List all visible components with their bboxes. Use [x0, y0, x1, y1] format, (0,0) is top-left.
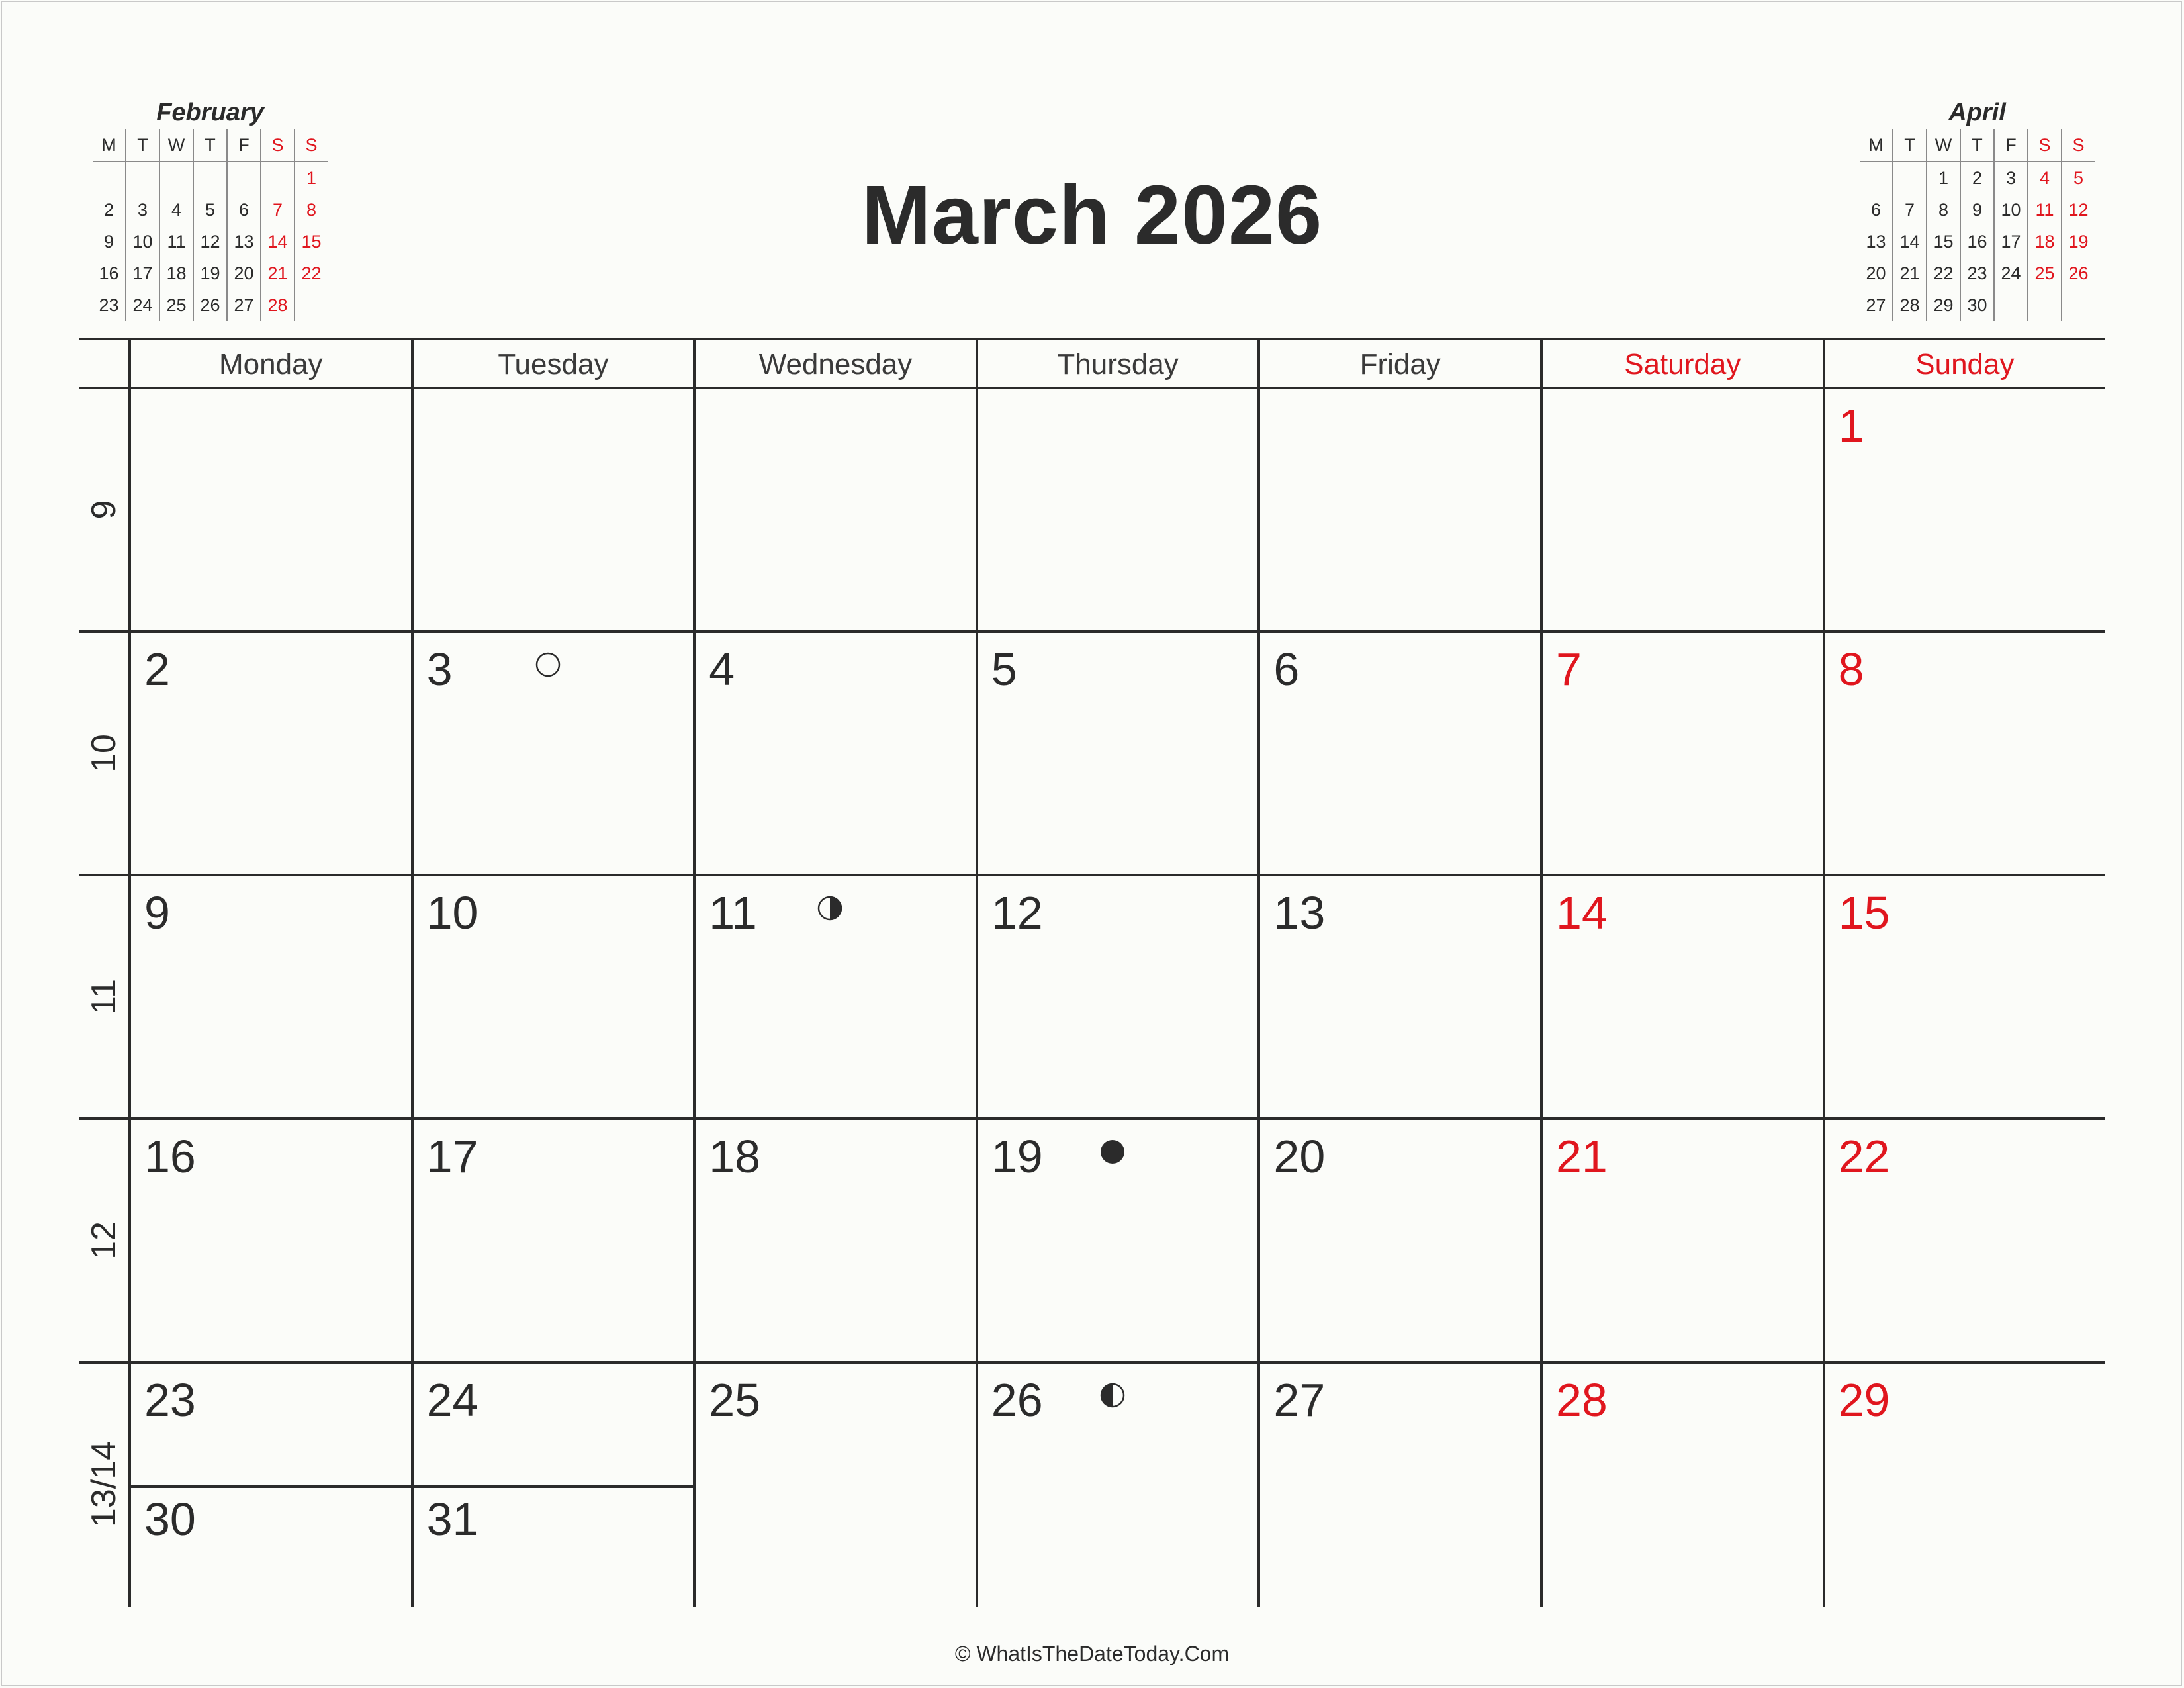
mini-day: 12 — [2062, 194, 2095, 226]
mini-weekday-label: M — [1860, 129, 1893, 162]
day-cell[interactable] — [1823, 389, 2105, 633]
week-number-label — [79, 633, 128, 874]
mini-day — [227, 162, 261, 194]
day-number: 19 — [991, 1131, 1043, 1182]
day-cell[interactable] — [1257, 1120, 1540, 1364]
mini-weekday-label: F — [227, 129, 261, 162]
day-cell[interactable] — [1823, 1120, 2105, 1364]
day-cell[interactable] — [1257, 876, 1540, 1120]
mini-day: 24 — [1994, 258, 2028, 289]
mini-day: 26 — [193, 289, 227, 321]
mini-day: 13 — [227, 226, 261, 258]
day-number: 4 — [709, 643, 735, 695]
day-number: 31 — [426, 1493, 478, 1545]
mini-calendar-title: February — [156, 99, 264, 126]
day-cell[interactable] — [411, 1120, 694, 1364]
day-cell[interactable] — [1540, 389, 1823, 633]
day-number: 27 — [1273, 1374, 1326, 1426]
mini-day: 12 — [193, 226, 227, 258]
full-moon-icon — [535, 651, 561, 678]
day-number: 30 — [144, 1493, 196, 1545]
mini-day: 2 — [1960, 162, 1994, 194]
mini-day: 4 — [159, 194, 193, 226]
day-cell[interactable] — [976, 1364, 1258, 1607]
mini-day: 26 — [2062, 258, 2095, 289]
week-row — [79, 389, 2105, 633]
mini-calendar-table — [93, 129, 328, 321]
day-cell[interactable] — [693, 633, 976, 876]
mini-day: 10 — [126, 226, 159, 258]
mini-day — [93, 162, 126, 194]
weekday-header-friday: Friday — [1257, 340, 1540, 389]
day-number: 26 — [991, 1374, 1043, 1426]
mini-day: 11 — [159, 226, 193, 258]
weekday-header-tuesday: Tuesday — [411, 340, 694, 389]
day-number: 24 — [426, 1374, 478, 1426]
day-cell[interactable] — [1823, 1364, 2105, 1607]
day-number: 21 — [1556, 1131, 1608, 1182]
day-sub-cell[interactable] — [414, 1485, 694, 1607]
last-quarter-icon — [817, 895, 843, 921]
mini-day: 29 — [1927, 289, 1960, 321]
week-number-label — [79, 389, 128, 630]
day-cell[interactable] — [1540, 633, 1823, 876]
mini-day: 15 — [295, 226, 328, 258]
day-number: 15 — [1838, 887, 1890, 939]
mini-day: 8 — [295, 194, 328, 226]
mini-day: 30 — [1960, 289, 1994, 321]
day-number: 6 — [1273, 643, 1300, 695]
weekday-header-monday: Monday — [128, 340, 411, 389]
mini-weekday-label: W — [159, 129, 193, 162]
weekday-header-wednesday: Wednesday — [693, 340, 976, 389]
day-cell[interactable] — [128, 1120, 411, 1364]
day-number: 8 — [1838, 643, 1864, 695]
day-number: 10 — [426, 887, 478, 939]
mini-weekday-label: S — [261, 129, 295, 162]
mini-day: 19 — [2062, 226, 2095, 258]
day-cell[interactable] — [976, 633, 1258, 876]
mini-day: 27 — [227, 289, 261, 321]
mini-weekday-label: F — [1994, 129, 2028, 162]
mini-day: 25 — [2028, 258, 2062, 289]
day-number: 12 — [991, 887, 1043, 939]
mini-day: 16 — [1960, 226, 1994, 258]
day-cell[interactable] — [976, 1120, 1258, 1364]
mini-day: 14 — [261, 226, 295, 258]
day-cell[interactable] — [411, 1364, 694, 1607]
mini-weekday-label: T — [1893, 129, 1927, 162]
mini-day: 18 — [2028, 226, 2062, 258]
day-cell[interactable] — [1823, 633, 2105, 876]
mini-calendar-table — [1860, 129, 2095, 321]
mini-calendar-title: April — [1948, 99, 2006, 126]
mini-day: 3 — [126, 194, 159, 226]
mini-day: 13 — [1866, 232, 1886, 252]
mini-day: 11 — [2028, 194, 2062, 226]
mini-day — [295, 289, 328, 321]
mini-day: 1 — [295, 162, 328, 194]
mini-day: 2 — [103, 200, 114, 220]
day-number: 23 — [144, 1374, 196, 1426]
mini-day: 22 — [1927, 258, 1960, 289]
mini-day: 10 — [1994, 194, 2028, 226]
day-cell[interactable] — [693, 1120, 976, 1364]
day-sub-cell[interactable] — [414, 1364, 694, 1485]
mini-weekday-label: T — [1960, 129, 1994, 162]
mini-day: 23 — [1960, 258, 1994, 289]
footer-credit: © WhatIsTheDateToday.Com — [954, 1642, 1230, 1665]
day-number: 11 — [709, 887, 757, 939]
day-cell[interactable] — [693, 389, 976, 633]
day-cell[interactable] — [128, 389, 411, 633]
mini-day: 15 — [1927, 226, 1960, 258]
day-cell[interactable] — [1823, 876, 2105, 1120]
mini-day: 7 — [261, 194, 295, 226]
week-number: 12 — [85, 1221, 123, 1260]
mini-day — [126, 162, 159, 194]
day-cell[interactable] — [128, 1364, 411, 1607]
mini-day: 16 — [99, 263, 119, 283]
day-sub-cell[interactable] — [131, 1485, 411, 1607]
day-number: 9 — [144, 887, 170, 939]
day-cell[interactable] — [128, 876, 411, 1120]
day-number: 2 — [144, 643, 170, 695]
mini-day: 3 — [1994, 162, 2028, 194]
day-cell[interactable] — [1540, 876, 1823, 1120]
mini-day — [261, 162, 295, 194]
mini-day: 5 — [2062, 162, 2095, 194]
mini-day: 6 — [1870, 200, 1882, 220]
mini-day — [2062, 289, 2095, 321]
mini-day: 17 — [1994, 226, 2028, 258]
new-moon-icon — [1099, 1139, 1126, 1165]
day-number: 25 — [709, 1374, 761, 1426]
week-number: 10 — [85, 734, 123, 773]
mini-day — [159, 162, 193, 194]
week-number-label — [79, 1364, 128, 1605]
day-number: 5 — [991, 643, 1017, 695]
day-cell[interactable] — [1257, 389, 1540, 633]
mini-weekday-label: T — [193, 129, 227, 162]
day-cell[interactable] — [1540, 1364, 1823, 1607]
mini-weekday-label: T — [126, 129, 159, 162]
mini-calendar-february — [93, 96, 328, 321]
weekday-header-thursday: Thursday — [976, 340, 1258, 389]
day-number: 18 — [709, 1131, 761, 1182]
mini-day: 21 — [261, 258, 295, 289]
mini-day: 9 — [103, 232, 114, 252]
mini-day: 17 — [126, 258, 159, 289]
mini-day: 6 — [227, 194, 261, 226]
day-cell[interactable] — [1257, 1364, 1540, 1607]
mini-day: 7 — [1893, 194, 1927, 226]
mini-day: 21 — [1893, 258, 1927, 289]
day-cell[interactable] — [128, 633, 411, 876]
week-number: 13/14 — [85, 1440, 123, 1528]
mini-day: 24 — [126, 289, 159, 321]
week-number: 9 — [85, 500, 123, 520]
first-quarter-icon — [1099, 1382, 1126, 1409]
day-sub-cell[interactable] — [131, 1364, 411, 1485]
mini-day: 8 — [1927, 194, 1960, 226]
mini-day: 19 — [193, 258, 227, 289]
mini-day — [1994, 289, 2028, 321]
day-cell[interactable] — [411, 389, 694, 633]
week-number-label — [79, 1120, 128, 1361]
mini-day: 23 — [99, 295, 119, 315]
week-number: 11 — [85, 979, 123, 1015]
mini-calendar-april — [1860, 96, 2095, 321]
mini-day: 1 — [1927, 162, 1960, 194]
mini-weekday-label: M — [93, 129, 126, 162]
week-row — [79, 876, 2105, 1120]
day-cell[interactable] — [693, 1364, 976, 1607]
day-number: 1 — [1838, 400, 1864, 451]
weekday-header-row — [79, 338, 2105, 389]
day-cell[interactable] — [976, 876, 1258, 1120]
week-row — [79, 1364, 2105, 1607]
mini-weekday-label: S — [295, 129, 328, 162]
day-cell[interactable] — [1540, 1120, 1823, 1364]
day-number: 16 — [144, 1131, 196, 1182]
day-cell[interactable] — [411, 633, 694, 876]
day-number: 7 — [1556, 643, 1582, 695]
weekday-header-sunday: Sunday — [1823, 340, 2105, 389]
day-cell[interactable] — [693, 876, 976, 1120]
mini-day: 27 — [1866, 295, 1886, 315]
mini-day: 28 — [261, 289, 295, 321]
mini-day: 20 — [227, 258, 261, 289]
day-number: 17 — [426, 1131, 478, 1182]
day-number: 20 — [1273, 1131, 1326, 1182]
mini-day: 14 — [1893, 226, 1927, 258]
weekday-header-saturday: Saturday — [1540, 340, 1823, 389]
day-cell[interactable] — [976, 389, 1258, 633]
mini-day — [1893, 162, 1927, 194]
mini-day: 20 — [1866, 263, 1886, 283]
mini-weekday-label: S — [2062, 129, 2095, 162]
week-number-label — [79, 876, 128, 1117]
day-number: 13 — [1273, 887, 1326, 939]
mini-day: 25 — [159, 289, 193, 321]
page-title: March 2026 — [861, 168, 1323, 261]
mini-day: 9 — [1960, 194, 1994, 226]
day-number: 22 — [1838, 1131, 1890, 1182]
mini-day: 18 — [159, 258, 193, 289]
day-number: 14 — [1556, 887, 1608, 939]
day-cell[interactable] — [1257, 633, 1540, 876]
mini-day: 4 — [2028, 162, 2062, 194]
day-number: 28 — [1556, 1374, 1608, 1426]
mini-day — [193, 162, 227, 194]
mini-day — [1860, 162, 1893, 194]
mini-weekday-label: S — [2028, 129, 2062, 162]
mini-day — [2028, 289, 2062, 321]
mini-day: 28 — [1893, 289, 1927, 321]
mini-day: 5 — [193, 194, 227, 226]
week-row — [79, 1120, 2105, 1364]
week-row — [79, 633, 2105, 876]
day-cell[interactable] — [411, 876, 694, 1120]
day-number: 3 — [426, 643, 453, 695]
mini-weekday-label: W — [1927, 129, 1960, 162]
day-number: 29 — [1838, 1374, 1890, 1426]
mini-day: 22 — [295, 258, 328, 289]
